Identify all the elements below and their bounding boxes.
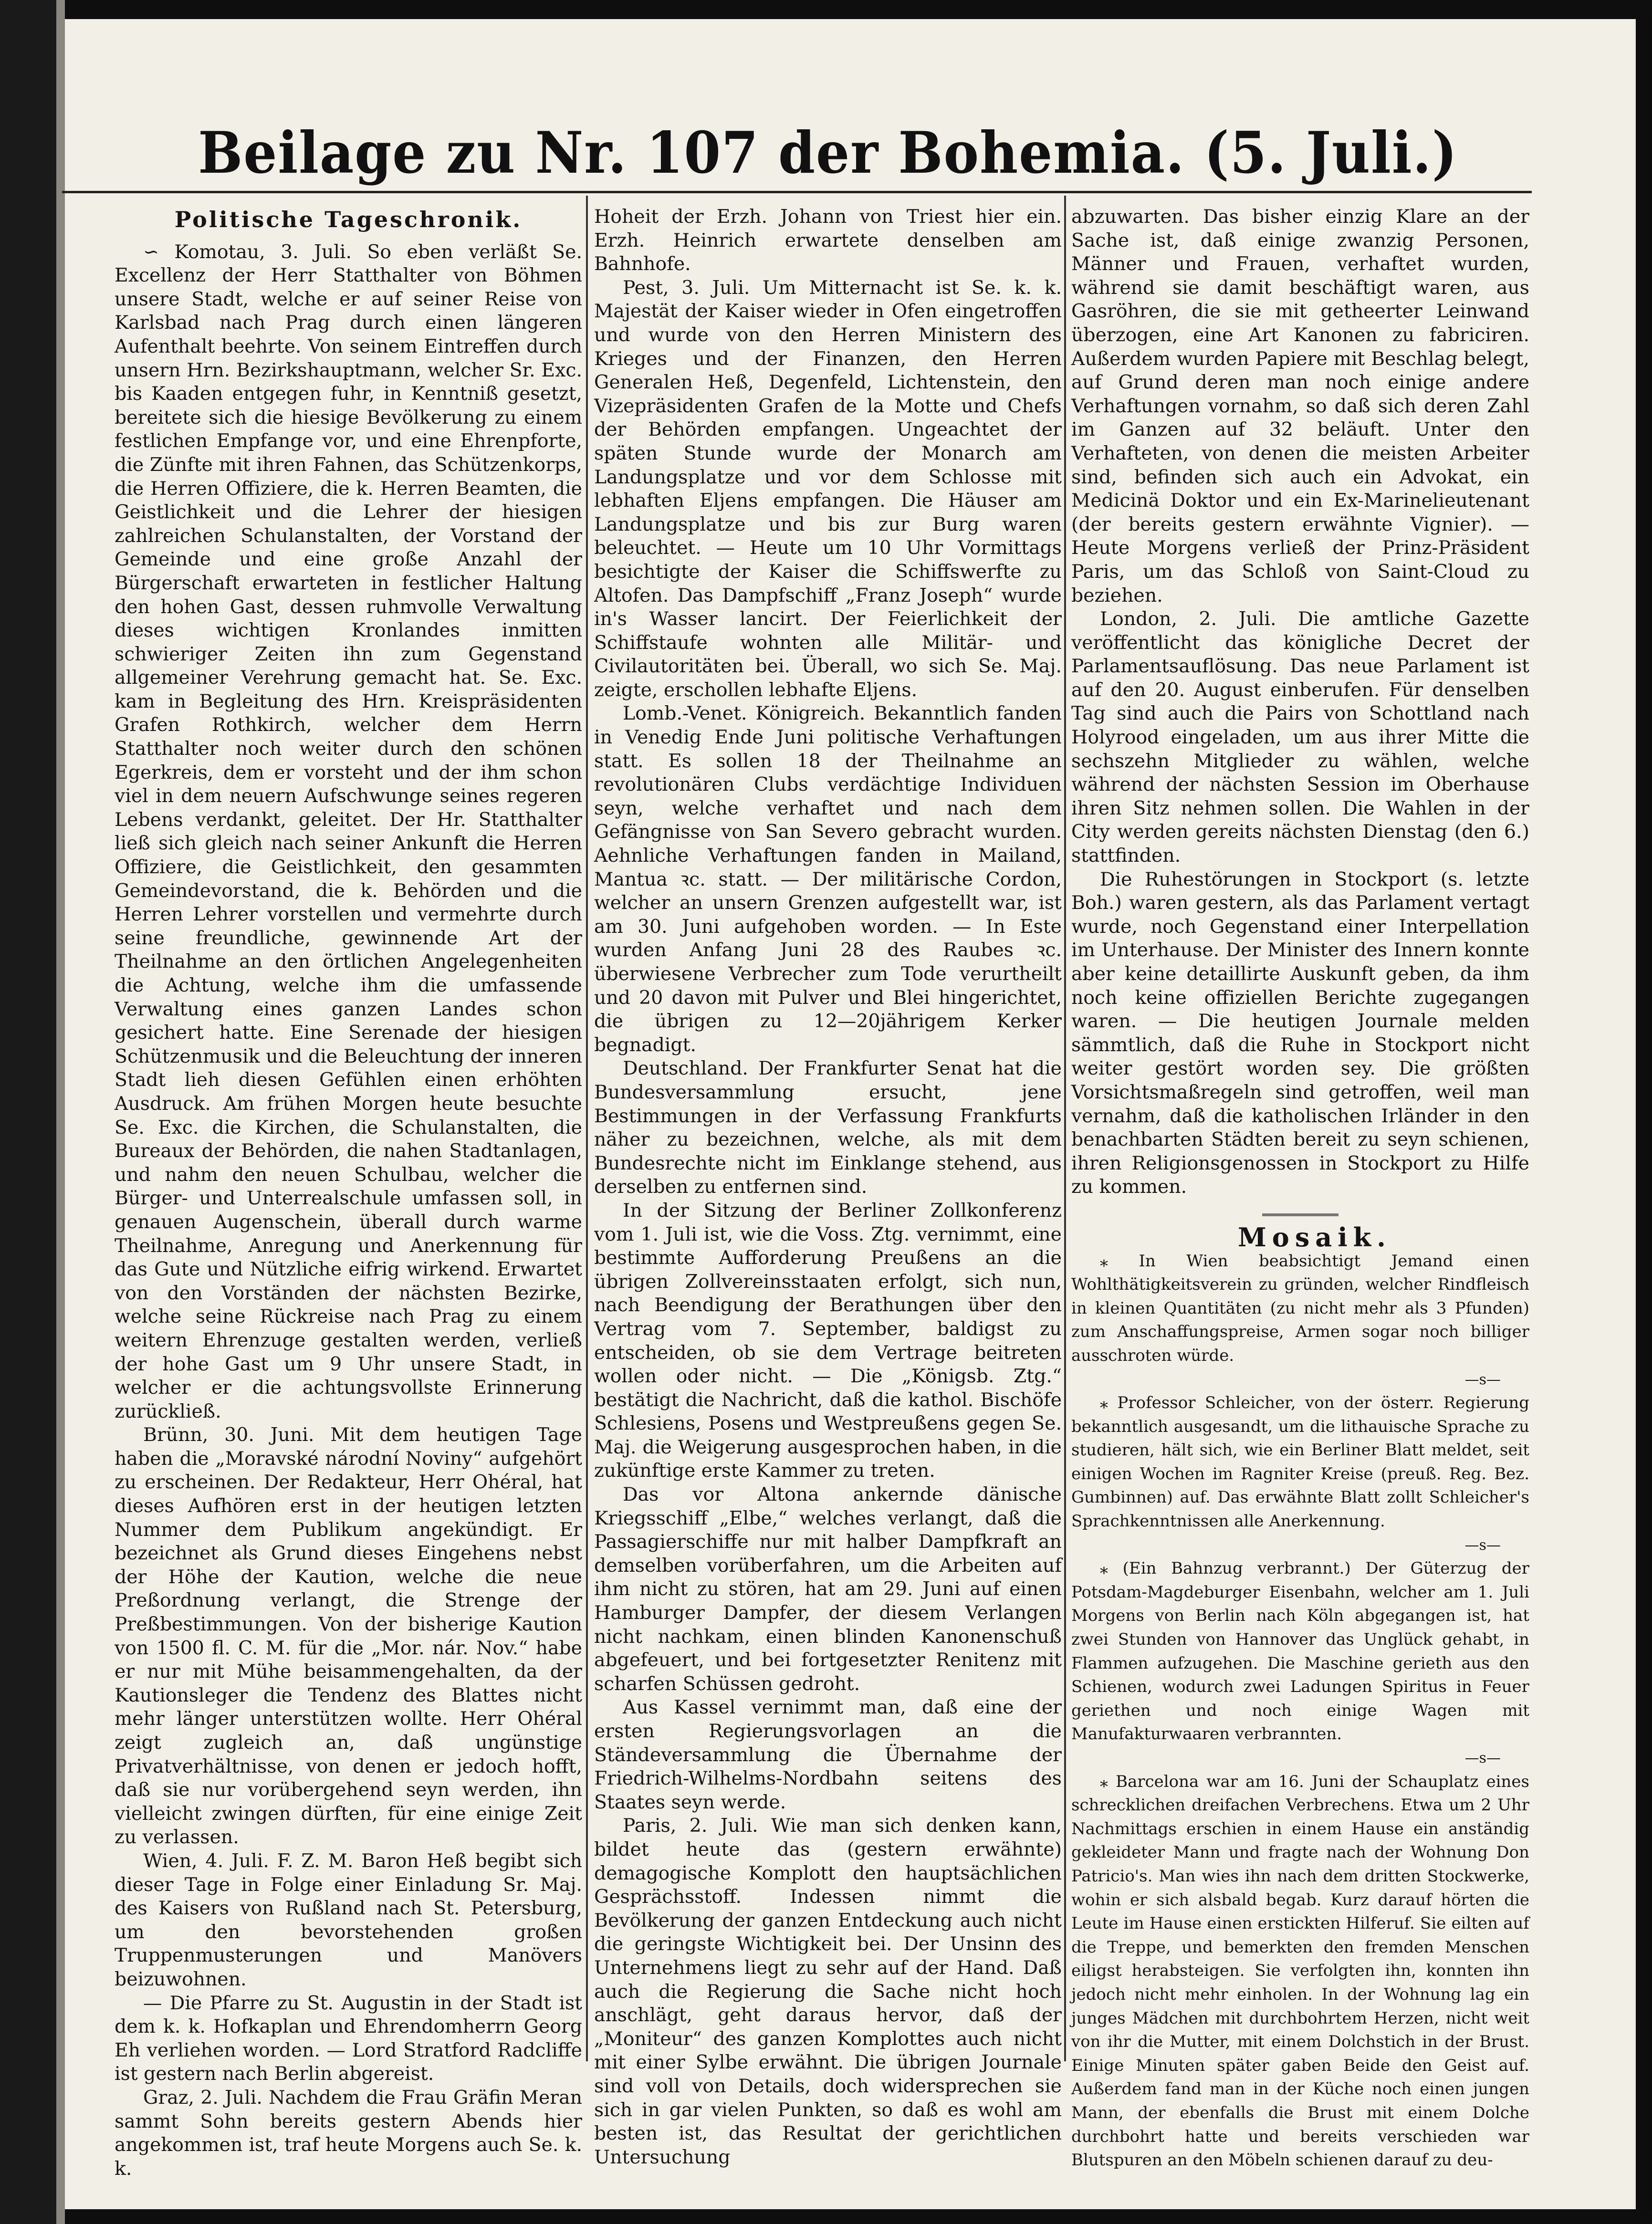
section-title: Politische Tageschronik.: [174, 207, 523, 232]
article-paragraph: Pest, 3. Juli. Um Mitternacht ist Se. k. k. Majestät der Kaiser wieder in Ofen eingetroffen und wurde von den Herren Ministern des Krieges und der Finanzen, den Herren Generalen Heß, Degenfeld, Lichtenstein, den Vizepräsidenten Grafen de la Motte und Chefs der Behörden empfangen. Ungeachtet der späten Stunde wurde der Monarch am Landungsplatze und vor dem Schlosse mit lebhaften Eljens empfangen. Die Häuser am Landungsplatze und bis zur Burg waren beleuchtet. — Heute um 10 Uhr Vormittags besichtigte der Kaiser die Schiffswerfte zu Altofen. Das Dampfschiff „Franz Joseph“ wurde in's Wasser lancirt. Der Feierlichkeit der Schiffstaufe wohnten alle Militär- und Civilautoritäten bei. Überall, wo sich Se. Maj. zeigte, erschollen lebhafte Eljens.: [594, 276, 1062, 701]
column-2: [594, 205, 1062, 2168]
masthead-rule: [62, 191, 1532, 193]
column-divider-1: [586, 196, 588, 2061]
mosaik-item: ⁎ Professor Schleicher, von der österr. Regierung bekanntlich ausgesandt, um die lithauische Sprache zu studieren, hält sich, wie ein Berliner Blatt meldet, seit einigen Wochen im Ragniter Kreise (preuß. Reg. Bez. Gumbinnen) auf. Das erwähnte Blatt zollt Schleicher's Sprachkenntnissen alle Anerkennung.: [1071, 1393, 1529, 1531]
mosaik-item: ⁎ In Wien beabsichtigt Jemand einen Wohlthätigkeitsverein zu gründen, welcher Rindfleisch in kleinen Quantitäten (zu nicht mehr als 3 Pfunden) zum Anschaffungspreise, Armen sogar noch billiger ausschroten würde.: [1071, 1251, 1529, 1365]
article-paragraph: ∽ Komotau, 3. Juli. So eben verläßt Se. Excellenz der Herr Statthalter von Böhmen unsere Stadt, welche er auf seiner Reise von Karlsbad nach Prag durch einen längeren Aufenthalt beehrte. Von seinem Eintreffen durch unsern Hrn. Bezirkshauptmann, welcher Sr. Exc. bis Kaaden entgegen fuhr, in Kenntniß gesetzt, bereitete sich die hiesige Bevölkerung zu einem festlichen Empfange vor, und eine Ehrenpforte, die Zünfte mit ihren Fahnen, das Schützenkorps, die Herren Offiziere, die k. Herren Beamten, die Geistlichkeit und die Lehrer der hiesigen zahlreichen Schulanstalten, der Vorstand der Gemeinde und eine große Anzahl der Bürgerschaft erwarteten in festlicher Haltung den hohen Gast, dessen ruhmvolle Verwaltung dieses wichtigen Kronlandes inmitten schwieriger Zeiten ihn zum Gegenstand allgemeiner Verehrung gemacht hat. Se. Exc. kam in Begleitung des Hrn. Kreispräsidenten Grafen Rothkirch, welcher dem Herrn Statthalter noch weiter durch den schönen Egerkreis, dem er vorsteht und der ihm schon viel in dem neuern Aufschwunge seines regeren Lebens verdankt, geleitet. Der Hr. Statthalter ließ sich gleich nach seiner Ankunft die Herren Offiziere, die Geistlichkeit, den gesammten Gemeindevorstand, die k. Behörden und die Herren Lehrer vorstellen und vermehrte durch seine freundliche, gewinnende Art der Theilnahme an den örtlichen Angelegenheiten die Achtung, welche ihm die umfassende Verwaltung eines ganzen Landes schon gesichert hatte. Eine Serenade der hiesigen Schützenmusik und die Beleuchtung der inneren Stadt lieh diesen Gefühlen einen erhöhten Ausdruck. Am frühen Morgen heute besuchte Se. Exc. die Kirchen, die Schulanstalten, die Bureaux der Behörden, die nahen Stadtanlagen, und nahm den neuen Schulbau, welcher die Bürger- und Unterrealschule umfassen soll, in genauen Augenschein, überall durch warme Theilnahme, Anregung und Anerkennung für das Gute und Nützliche eifrig wirkend. Erwartet von den Vorständen der nächsten Bezirke, welche seine Rückreise nach Prag zu einem weitern Ehrenzuge gestalten werden, verließ der hohe Gast um 9 Uhr unsere Stadt, in welcher er die achtungsvollste Erinnerung zurückließ.: [115, 240, 582, 1422]
scan-left-bleed: [0, 0, 56, 2224]
column-1: [115, 205, 582, 2180]
article-paragraph: Das vor Altona ankernde dänische Kriegsschiff „Elbe,“ welches verlangt, daß die Passagierschiffe nur mit halber Dampfkraft an demselben vorüberfahren, um die Arbeiten auf ihm nicht zu stören, hat am 29. Juni auf einen Hamburger Dampfer, der diesem Verlangen nicht nachkam, einen blinden Kanonenschuß abgefeuert, und bei fortgesetzter Renitenz mit scharfen Schüssen gedroht.: [594, 1483, 1062, 1695]
mosaik-title: Mosaik.: [1238, 1222, 1391, 1253]
article-paragraph: abzuwarten. Das bisher einzig Klare an der Sache ist, daß einige zwanzig Personen, Männer und Frauen, verhaftet wurden, während sie damit beschäftigt waren, aus Gasröhren, die sie mit getheerter Leinwand überzogen, eine Art Kanonen zu fabriciren. Außerdem wurden Papiere mit Beschlag belegt, auf Grund deren man noch einige andere Verhaftungen vornahm, so daß sich deren Zahl im Ganzen auf 32 beläuft. Unter den Verhafteten, von denen die meisten Arbeiter sind, befinden sich auch ein Advokat, ein Medicinä Doktor und ein Ex-Marinelieutenant (der bereits gestern erwähnte Vignier). — Heute Morgens verließ der Prinz-Präsident Paris, um das Schloß von Saint-Cloud zu beziehen.: [1071, 206, 1529, 606]
mosaik-item: ⁎ (Ein Bahnzug verbrannt.) Der Güterzug der Potsdam-Magdeburger Eisenbahn, welcher am 1. Juli Morgens von Berlin nach Köln abgegangen ist, hat zwei Stunden von Hannover das Unglück gehabt, in Flammen aufzugehen. Die Maschine gerieth aus den Schienen, wodurch zwei Ladungen Spiritus in Feuer geriethen und noch einige Wagen mit Manufakturwaaren verbrannten.: [1071, 1559, 1529, 1744]
mosaik-separator: —s—: [1464, 1750, 1501, 1766]
article-paragraph: London, 2. Juli. Die amtliche Gazette veröffentlicht das königliche Decret der Parlamentsauflösung. Das neue Parlament ist auf den 20. August einberufen. Für denselben Tag sind auch die Pairs von Schottland nach Holyrood eingeladen, um aus ihrer Mitte die sechszehn Mitglieder zu wählen, welche während der nächsten Session im Oberhause ihren Sitz nehmen sollen. Die Wahlen in der City werden gereits nächsten Dienstag (den 6.) stattfinden.: [1071, 608, 1529, 867]
scan-page-edge: [56, 0, 65, 2224]
article-paragraph: Brünn, 30. Juni. Mit dem heutigen Tage haben die „Moravské národní Noviny“ aufgehört zu erscheinen. Der Redakteur, Herr Ohéral, hat dieses Aufhören erst in der heutigen letzten Nummer dem Publikum angekündigt. Er bezeichnet als Grund dieses Eingehens nebst der Höhe der Kaution, welche die neue Preßordnung verlangt, die Strenge der Preßbestimmungen. Von der bisherige Kaution von 1500 fl. C. M. für die „Mor. nár. Nov.“ habe er nur mit Mühe beisammengehalten, da der Kautionsleger die Tendenz des Blattes nicht mehr länger unterstützen wollte. Herr Ohéral zeigt zugleich an, daß ungünstige Privatverhältnisse, von denen er jedoch hofft, daß sie nur vorübergehend seyn werden, ihn vielleicht zwingen dürften, für eine einige Zeit zu verlassen.: [115, 1424, 582, 1848]
article-paragraph: Hoheit der Erzh. Johann von Triest hier ein. Erzh. Heinrich erwartete denselben am Bahnhofe.: [594, 206, 1062, 275]
column-divider-2: [1064, 196, 1066, 2061]
article-paragraph: Die Ruhestörungen in Stockport (s. letzte Boh.) waren gestern, als das Parlament vertagt wurde, noch Gegenstand einer Interpellation im Unterhause. Der Minister des Innern konnte aber keine detaillirte Auskunft geben, da ihm noch keine offiziellen Berichte zugegangen waren. — Die heutigen Journale melden sämmtlich, daß die Ruhe in Stockport nicht weiter gestört worden sey. Die größten Vorsichtsmaßregeln sind getroffen, weil man vernahm, daß die katholischen Irländer in den benachbarten Städten bereit zu seyn schienen, ihren Religionsgenossen in Stockport zu Hilfe zu kommen.: [1071, 868, 1529, 1198]
article-paragraph: Paris, 2. Juli. Wie man sich denken kann, bildet heute das (gestern erwähnte) demagogische Komplott den hauptsächlichen Gesprächsstoff. Indessen nimmt die Bevölkerung der ganzen Entdeckung auch nicht die geringste Wichtigkeit bei. Der Unsinn des Unternehmens liegt zu sehr auf der Hand. Daß auch die Regierung die Sache nicht hoch anschlägt, geht daraus hervor, daß der „Moniteur“ des ganzen Komplottes auch nicht mit einer Sylbe erwähnt. Die übrigen Journale sind voll von Details, doch widersprechen sie sich in gar vielen Punkten, so daß es wohl am besten ist, das Resultat der gerichtlichen Untersuchung: [594, 1815, 1062, 2168]
article-paragraph: Wien, 4. Juli. F. Z. M. Baron Heß begibt sich dieser Tage in Folge einer Einladung Sr. Maj. des Kaisers von Rußland nach St. Petersburg, um den bevorstehenden großen Truppenmusterungen und Manövers beizuwohnen.: [115, 1849, 582, 1990]
article-paragraph: In der Sitzung der Berliner Zollkonferenz vom 1. Juli ist, wie die Voss. Ztg. vernimmt, eine bestimmte Aufforderung Preußens an die übrigen Zollvereinsstaaten erfolgt, sich nun, nach Beendigung der Berathungen über den Vertrag vom 7. September, baldigst zu entscheiden, ob sie dem Vertrage beitreten wollen oder nicht. — Die „Königsb. Ztg.“ bestätigt die Nachricht, daß die kathol. Bischöfe Schlesiens, Posens und Westpreußens gegen Se. Maj. die Weigerung ausgesprochen haben, in die zukünftige erste Kammer zu treten.: [594, 1199, 1062, 1482]
mosaik-rule: [1262, 1213, 1338, 1216]
mosaik-separator: —s—: [1464, 1371, 1501, 1388]
scan-right-shadow: [1633, 19, 1652, 2209]
column-3: [1071, 205, 1529, 2170]
article-paragraph: Lomb.-Venet. Königreich. Bekanntlich fanden in Venedig Ende Juni politische Verhaftungen statt. Es sollen 18 der Theilnahme an revolutionären Clubs verdächtige Individuen seyn, welche verhaftet und nach dem Gefängnisse von San Severo gebracht wurden. Aehnliche Verhaftungen fanden in Mailand, Mantua ꝛc. statt. — Der militärische Cordon, welcher an unsern Grenzen aufgestellt war, ist am 30. Juni aufgehoben worden. — In Este wurden Anfang Juni 28 des Raubes ꝛc. überwiesene Verbrecher zum Tode verurtheilt und 20 davon mit Pulver und Blei hingerichtet, die übrigen zu 12—20jährigem Kerker begnadigt.: [594, 702, 1062, 1056]
article-paragraph: — Die Pfarre zu St. Augustin in der Stadt ist dem k. k. Hofkaplan und Ehrendomherrn Georg Eh verliehen worden. — Lord Stratford Radcliffe ist gestern nach Berlin abgereist.: [115, 1992, 582, 2085]
article-paragraph: Aus Kassel vernimmt man, daß eine der ersten Regierungsvorlagen an die Ständeversammlung die Übernahme der Friedrich-Wilhelms-Nordbahn seitens des Staates seyn werde.: [594, 1696, 1062, 1813]
article-paragraph: Deutschland. Der Frankfurter Senat hat die Bundesversammlung ersucht, jene Bestimmungen in der Verfassung Frankfurts näher zu bezeichnen, welche, als mit dem Bundesrechte nicht im Einklange stehend, aus derselben zu entfernen sind.: [594, 1057, 1062, 1198]
mosaik-item: ⁎ Barcelona war am 16. Juni der Schauplatz eines schrecklichen dreifachen Verbrechens. Etwa um 2 Uhr Nachmittags erschien in einem Hause ein anständig gekleideter Mann und fragte nach der Wohnung Don Patricio's. Man wies ihn nach dem dritten Stockwerke, wohin er sich alsbald begab. Kurz darauf hörten die Leute im Hause einen erstickten Hilferuf. Sie eilten auf die Treppe, und bemerkten den fremden Menschen eiligst herabsteigen. Sie verfolgten ihn, konnten ihn jedoch nicht mehr einholen. In der Wohnung lag ein junges Mädchen mit durchbohrtem Herzen, nicht weit von ihr die Mutter, mit einem Dolchstich in der Brust. Einige Minuten später gaben Beide den Geist auf. Außerdem fand man in der Küche noch einen jungen Mann, der ebenfalls die Brust mit einem Dolche durchbohrt hatte und bereits verschieden war Blutspuren an den Möbeln schienen darauf zu deu-: [1071, 1772, 1529, 2170]
article-paragraph: Graz, 2. Juli. Nachdem die Frau Gräfin Meran sammt Sohn bereits gestern Abends hier angekommen ist, traf heute Morgens auch Se. k. k.: [115, 2086, 582, 2180]
mosaik-separator: —s—: [1464, 1536, 1501, 1554]
masthead-title: Beilage zu Nr. 107 der Bohemia. (5. Juli.): [198, 119, 1458, 187]
